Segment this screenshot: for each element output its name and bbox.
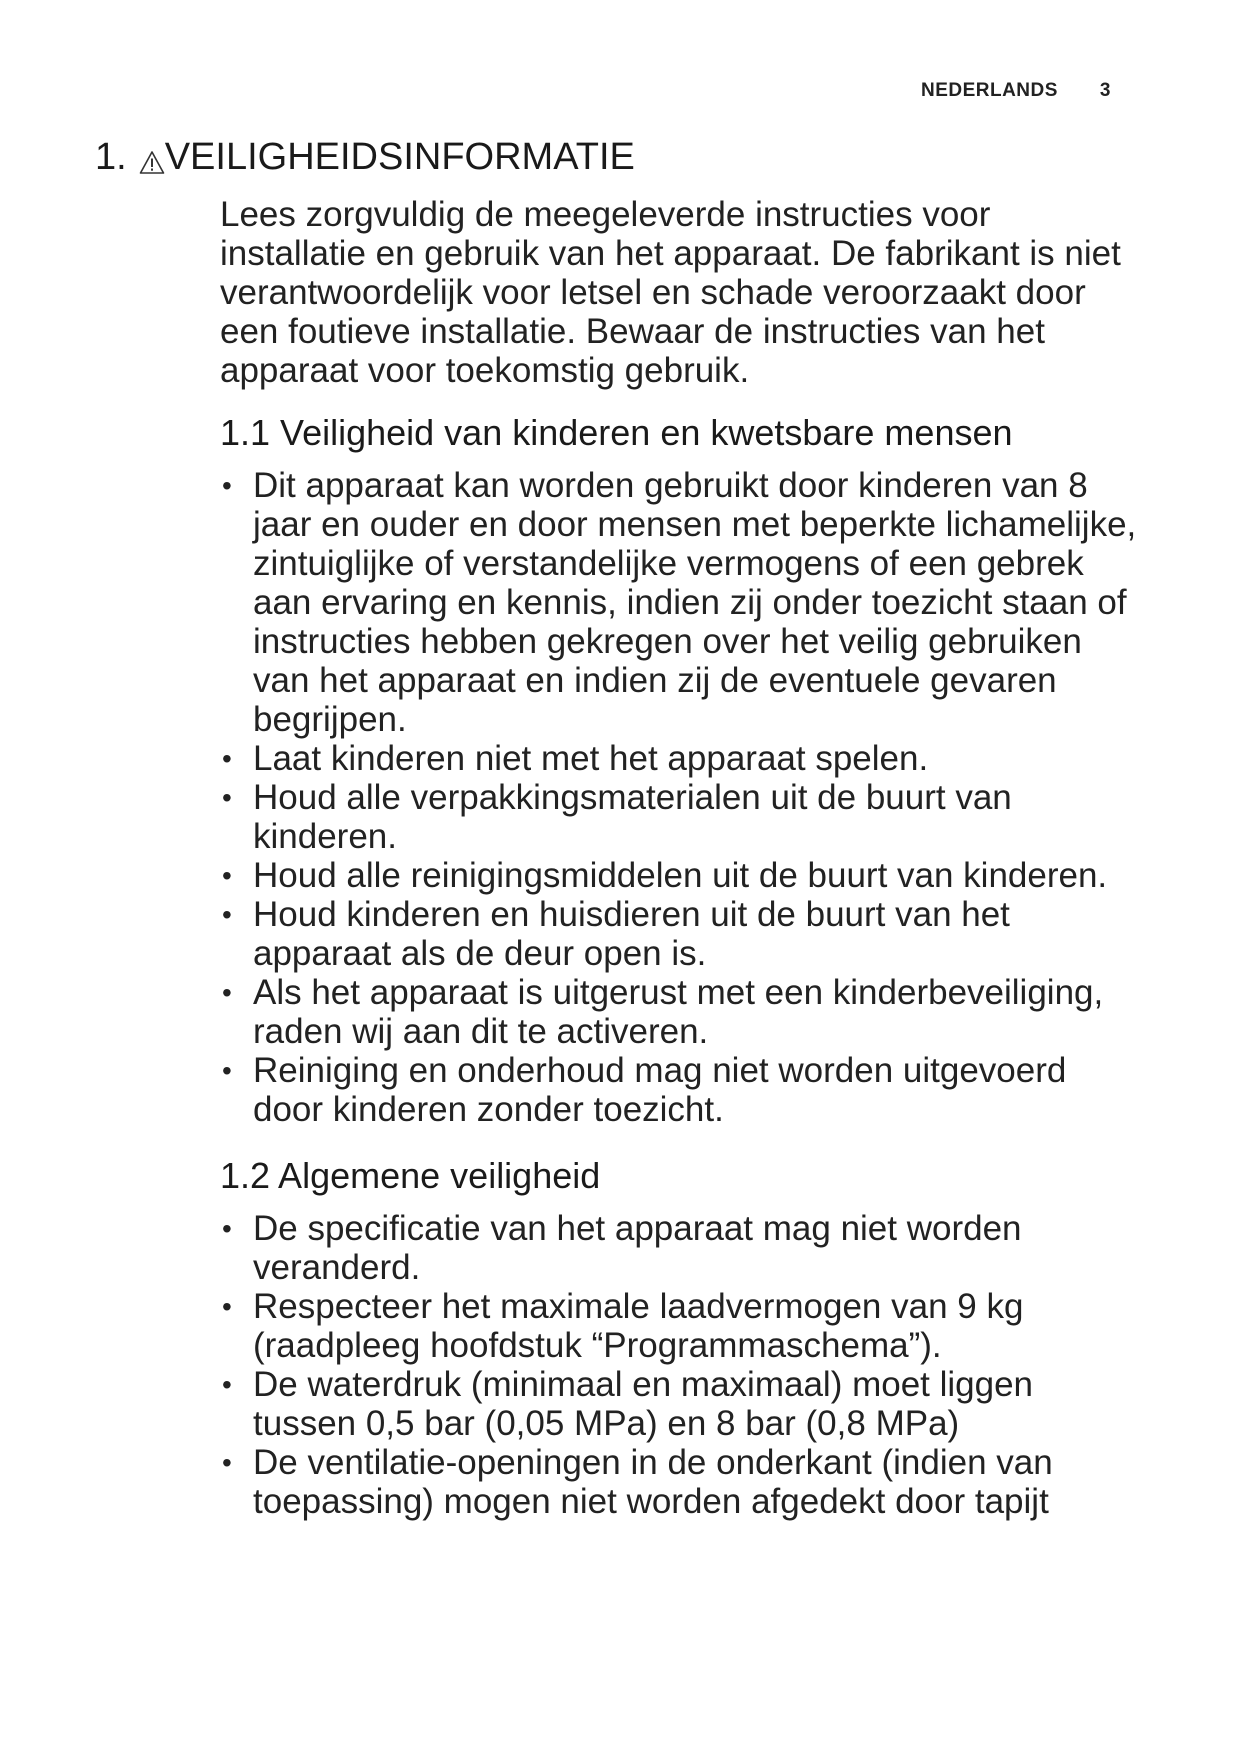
list-item: • Als het apparaat is uitgerust met een kinderbeveiliging, raden wij aan dit te activeren. (222, 973, 1104, 1051)
list-item: • Houd kinderen en huisdieren uit de buurt van het apparaat als de deur open is. (222, 895, 1010, 973)
list-item: • Respecteer het maximale laadvermogen van 9 kg (raadpleeg hoofdstuk “Programmaschema”). (222, 1287, 1024, 1365)
subsection-2-heading: 1.2 Algemene veiligheid (220, 1155, 601, 1196)
list-item: • De ventilatie-openingen in de onderkant (indien van toepassing) mogen niet worden afgedekt door tapijt (222, 1443, 1053, 1521)
section-number: 1. (95, 136, 127, 178)
warning-triangle-icon (139, 144, 165, 172)
list-item: • De waterdruk (minimaal en maximaal) moet liggen tussen 0,5 bar (0,05 MPa) en 8 bar (0,8 MPa) (222, 1365, 1034, 1443)
list-item: • De specificatie van het apparaat mag niet worden veranderd. (222, 1209, 1022, 1287)
list-item: • Reiniging en onderhoud mag niet worden uitgevoerd door kinderen zonder toezicht. (222, 1051, 1067, 1129)
section-title-text: VEILIGHEIDSINFORMATIE (164, 136, 635, 178)
intro-paragraph: Lees zorgvuldig de meegeleverde instructies voor installatie en gebruik van het apparaat. De fabrikant is niet verantwoordelijk voor letsel en schade veroorzaakt door een foutieve installatie. Bewaar de instructies van het apparaat voor toekomstig gebruik. (220, 195, 1121, 390)
main-content (220, 195, 1140, 1543)
subsection-1-heading: 1.1 Veiligheid van kinderen en kwetsbare mensen (220, 412, 1013, 453)
section-title (95, 136, 635, 179)
list-item: • Dit apparaat kan worden gebruikt door kinderen van 8 jaar en ouder en door mensen met beperkte lichamelijke, zintuiglijke of verstandelijke vermogens of een gebrek aan ervaring en kennis, indien zij onder toezicht staan of instructies hebben gekregen over het veilig gebruiken van het apparaat en indien zij de eventuele gevaren begrijpen. (222, 466, 1137, 739)
list-item: • Laat kinderen niet met het apparaat spelen. (222, 739, 929, 778)
page-number: 3 (1099, 80, 1111, 101)
subsection-2-list (220, 1209, 1140, 1521)
page-header (921, 80, 1111, 102)
subsection-1-list (220, 466, 1140, 1129)
list-item: • Houd alle reinigingsmiddelen uit de buurt van kinderen. (222, 856, 1108, 895)
list-item: • Houd alle verpakkingsmaterialen uit de buurt van kinderen. (222, 778, 1012, 856)
language-label: NEDERLANDS (920, 80, 1058, 101)
